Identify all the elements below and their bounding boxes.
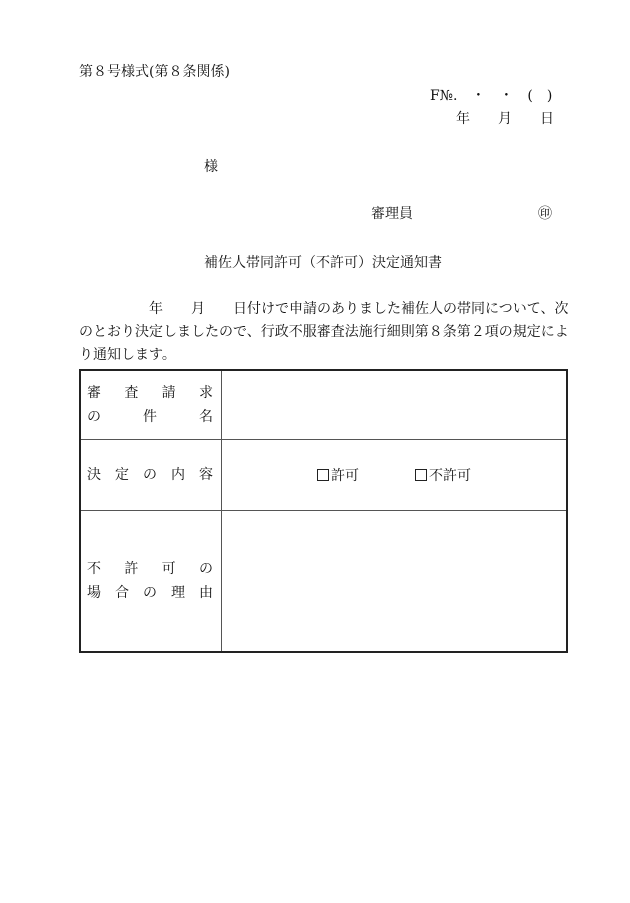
option-permit[interactable]	[317, 465, 359, 485]
label-line: の 件 名	[87, 408, 213, 425]
checkbox-icon[interactable]	[317, 469, 329, 481]
case-name-value[interactable]	[222, 370, 568, 439]
seal-mark: ㊞	[538, 206, 552, 222]
label-line: 審 査 請 求	[87, 384, 213, 401]
form-number: 第８号様式(第８条関係)	[79, 64, 230, 80]
label-line: 決 定 の 内 容	[87, 466, 213, 483]
table-row-decision	[80, 439, 567, 510]
label-cell	[80, 439, 222, 510]
document-title: 補佐人帯同許可（不許可）決定通知書	[204, 255, 442, 271]
body-line-3: り通知します。	[79, 347, 176, 363]
issue-date: 年 月 日	[456, 111, 554, 127]
table-row-case-name	[80, 370, 567, 439]
decision-value	[222, 439, 568, 510]
reason-value[interactable]	[222, 510, 568, 652]
sender-title: 審理員	[371, 206, 413, 222]
table-row-reason	[80, 510, 567, 652]
file-number: F№. ・ ・ ( )	[430, 88, 553, 104]
addressee-honorific: 様	[204, 159, 218, 175]
body-line-2: のとおり決定しましたので、行政不服審査法施行細則第８条第２項の規定によ	[79, 324, 569, 340]
label-cell	[80, 370, 222, 439]
label-line: 不 許 可 の	[87, 560, 213, 577]
option-label: 許可	[331, 467, 359, 484]
checkbox-icon[interactable]	[415, 469, 427, 481]
decision-table	[79, 369, 568, 653]
option-label: 不許可	[429, 467, 471, 484]
label-line: 場 合 の 理 由	[87, 584, 213, 601]
option-deny[interactable]	[415, 465, 471, 485]
label-cell	[80, 510, 222, 652]
body-line-1: 年 月 日付けで申請のありました補佐人の帯同について、次	[149, 301, 569, 317]
